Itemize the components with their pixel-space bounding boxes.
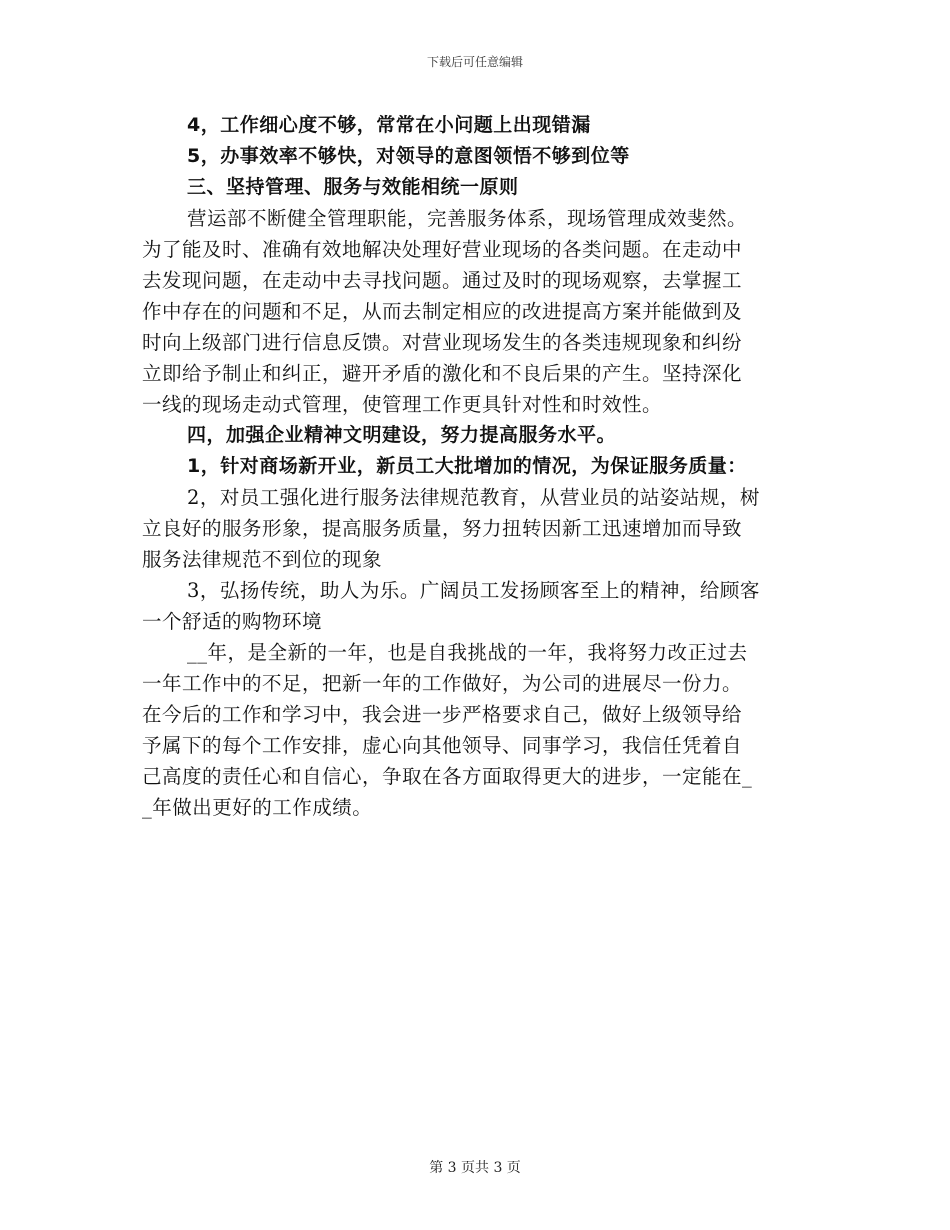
list-item-5: 5，办事效率不够快，对领导的意图领悟不够到位等 [187, 145, 630, 167]
document-body [142, 110, 807, 823]
paragraph-line: 予属下的每个工作安排，虚心向其他领导、同事学习，我信任凭着自 [142, 734, 743, 757]
paragraph-line: 一年工作中的不足，把新一年的工作做好，为公司的进展尽一份力。 [142, 672, 743, 695]
paragraph-line: 时向上级部门进行信息反馈。对营业现场发生的各类违规现象和纠纷 [142, 331, 743, 354]
paragraph-line: __年，是全新的一年，也是自我挑战的一年，我将努力改正过去 [187, 641, 748, 664]
paragraph-line: 作中存在的问题和不足，从而去制定相应的改进提高方案并能做到及 [142, 300, 743, 323]
paragraph-line: 在今后的工作和学习中，我会进一步严格要求自己，做好上级领导给 [142, 703, 743, 726]
paragraph-line: 立良好的服务形象，提高服务质量，努力扭转因新工迅速增加而导致 [142, 517, 743, 540]
section-heading-3: 三、坚持管理、服务与效能相统一原则 [187, 176, 519, 198]
paragraph-line: 3，弘扬传统，助人为乐。广阔员工发扬顾客至上的精神，给顾客 [187, 579, 760, 602]
paragraph-line: 服务法律规范不到位的现象 [142, 548, 383, 571]
paragraph-line: 去发现问题，在走动中去寻找问题。通过及时的现场观察，去掌握工 [142, 269, 743, 292]
page-footer: 第 3 页共 3 页 [429, 1160, 521, 1176]
paragraph-line: 立即给予制止和纠正，避开矛盾的激化和不良后果的产生。坚持深化 [142, 362, 743, 385]
page-header: 下载后可任意编辑 [426, 55, 523, 69]
paragraph-line: 营运部不断健全管理职能，完善服务体系，现场管理成效斐然。 [187, 207, 748, 230]
paragraph-line: 一线的现场走动式管理，使管理工作更具针对性和时效性。 [142, 393, 663, 416]
list-item-1: 1，针对商场新开业，新员工大批增加的情况，为保证服务质量： [187, 455, 747, 477]
paragraph-line: 2，对员工强化进行服务法律规范教育，从营业员的站姿站规，树 [187, 486, 760, 509]
paragraph-line: 己高度的责任心和自信心，争取在各方面取得更大的进步，一定能在_ [142, 765, 753, 788]
list-item-4: 4，工作细心度不够，常常在小问题上出现错漏 [187, 114, 591, 136]
paragraph-line: _年做出更好的工作成绩。 [142, 796, 373, 819]
paragraph-line: 一个舒适的购物环境 [142, 610, 323, 633]
section-heading-4: 四，加强企业精神文明建设，努力提高服务水平。 [187, 424, 617, 446]
paragraph-line: 为了能及时、准确有效地解决处理好营业现场的各类问题。在走动中 [142, 238, 743, 261]
